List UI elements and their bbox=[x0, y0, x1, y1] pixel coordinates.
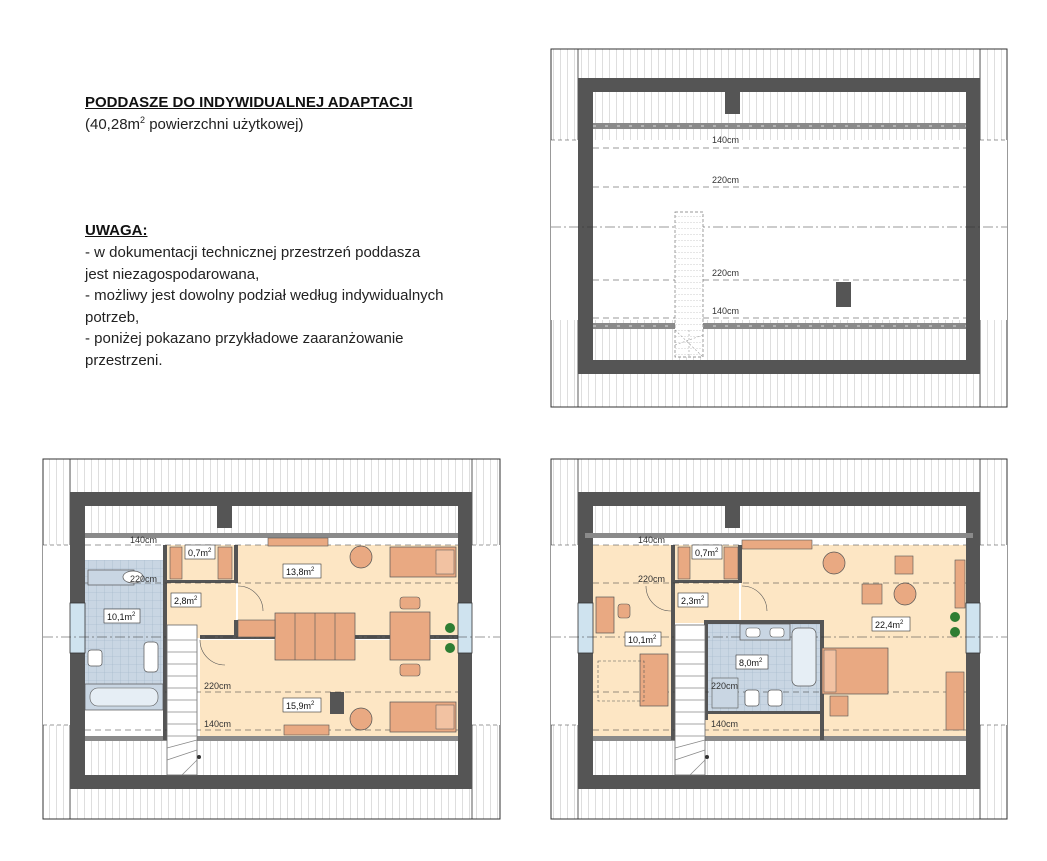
plan-title: PODDASZE DO INDYWIDUALNEJ ADAPTACJI bbox=[85, 94, 413, 111]
area-label: $13,8m^2$ bbox=[286, 567, 315, 577]
dimension-label: 140cm bbox=[638, 535, 666, 545]
dimension-label: 140cm bbox=[712, 135, 740, 145]
vent-shaft bbox=[836, 282, 851, 307]
window bbox=[70, 603, 85, 653]
note-line: potrzeb, bbox=[85, 308, 140, 326]
dimension-label: 140cm bbox=[712, 306, 740, 316]
note-line: - poniżej pokazano przykładowe zaaranżowanie bbox=[85, 330, 404, 347]
plant-icon bbox=[950, 627, 960, 637]
dimension-label: 220cm bbox=[712, 268, 740, 278]
window bbox=[578, 603, 593, 653]
washbasin bbox=[770, 628, 784, 637]
chimney bbox=[725, 506, 740, 528]
note-heading: UWAGA: bbox=[85, 222, 148, 239]
window bbox=[966, 603, 980, 653]
dresser bbox=[946, 672, 964, 730]
knee-wall bbox=[593, 123, 966, 129]
toilet bbox=[745, 690, 759, 706]
pillow bbox=[824, 650, 836, 692]
interior-wall bbox=[671, 545, 675, 740]
note-line: jest niezagospodarowana, bbox=[85, 265, 260, 283]
note-line: - możliwy jest dowolny podział według indywidualnych bbox=[85, 287, 444, 304]
plant-icon bbox=[445, 643, 455, 653]
area-label: $10,1m^2$ bbox=[107, 612, 136, 622]
sideboard bbox=[238, 620, 275, 637]
armchair bbox=[862, 584, 882, 604]
dimension-label: 140cm bbox=[130, 535, 158, 545]
knee-wall bbox=[593, 736, 966, 741]
shelf bbox=[284, 725, 329, 735]
dimension-label: 220cm bbox=[204, 681, 232, 691]
plant-icon bbox=[950, 612, 960, 622]
interior-wall bbox=[234, 545, 238, 583]
area-label: $0,7m^2$ bbox=[188, 548, 212, 558]
knee-wall bbox=[85, 736, 458, 741]
nightstand bbox=[830, 696, 848, 716]
chimney bbox=[725, 92, 740, 114]
cabinet bbox=[218, 547, 232, 579]
pillow bbox=[436, 550, 454, 574]
dimension-label: 220cm bbox=[638, 574, 666, 584]
chair bbox=[400, 597, 420, 609]
plan-variant-open bbox=[43, 459, 500, 819]
interior-wall bbox=[738, 545, 742, 583]
desk bbox=[596, 597, 614, 633]
bedroom-floor bbox=[741, 545, 966, 623]
stair-marker bbox=[197, 755, 201, 759]
chair bbox=[400, 664, 420, 676]
interior-wall bbox=[704, 620, 824, 624]
dimension-label: 220cm bbox=[712, 175, 740, 185]
plant-icon bbox=[445, 623, 455, 633]
interior-wall bbox=[671, 580, 741, 583]
washbasin bbox=[746, 628, 760, 637]
area-label: $22,4m^2$ bbox=[875, 620, 904, 630]
area-label: $8,0m^2$ bbox=[739, 658, 763, 668]
round-table bbox=[894, 583, 916, 605]
note-line: przestrzeni. bbox=[85, 351, 163, 369]
cabinet bbox=[678, 547, 690, 579]
wardrobe bbox=[955, 560, 965, 608]
cabinet bbox=[724, 547, 738, 579]
area-label: $2,8m^2$ bbox=[174, 596, 198, 606]
pillow bbox=[436, 705, 454, 729]
bathtub-inner bbox=[90, 688, 158, 706]
round-table bbox=[350, 546, 372, 568]
vent-shaft bbox=[330, 692, 344, 714]
plan-variant-rooms bbox=[551, 459, 1007, 819]
area-label: $10,1m^2$ bbox=[628, 635, 657, 645]
dimension-label: 140cm bbox=[711, 719, 739, 729]
bidet bbox=[144, 642, 158, 672]
dimension-label: 140cm bbox=[204, 719, 232, 729]
window bbox=[458, 603, 472, 653]
area-label: $2,3m^2$ bbox=[681, 596, 705, 606]
knee-wall bbox=[593, 323, 966, 329]
area-label: $15,9m^2$ bbox=[286, 701, 315, 711]
bidet bbox=[768, 690, 782, 706]
dimension-label: 220cm bbox=[130, 574, 158, 584]
usable-area-subtitle: ($40,28m^2$ powierzchni użytkowej) bbox=[85, 115, 304, 133]
armchair bbox=[895, 556, 913, 574]
shelf bbox=[742, 540, 812, 549]
round-table bbox=[823, 552, 845, 574]
toilet bbox=[88, 650, 102, 666]
desk bbox=[390, 612, 430, 660]
interior-wall bbox=[704, 711, 820, 714]
cabinet bbox=[170, 547, 182, 579]
plan-attic-empty bbox=[551, 49, 1007, 407]
chair bbox=[618, 604, 630, 618]
round-table bbox=[350, 708, 372, 730]
dimension-label: 220cm bbox=[711, 681, 739, 691]
interior-wall bbox=[163, 580, 238, 583]
note-line: - w dokumentacji technicznej przestrzeń poddasza bbox=[85, 244, 421, 261]
area-label: $0,7m^2$ bbox=[695, 548, 719, 558]
stair-marker bbox=[705, 755, 709, 759]
shelf bbox=[268, 538, 328, 546]
roof-dormer-area bbox=[551, 140, 1007, 320]
chimney bbox=[217, 506, 232, 528]
interior-wall bbox=[163, 545, 167, 740]
bathtub bbox=[792, 628, 816, 686]
